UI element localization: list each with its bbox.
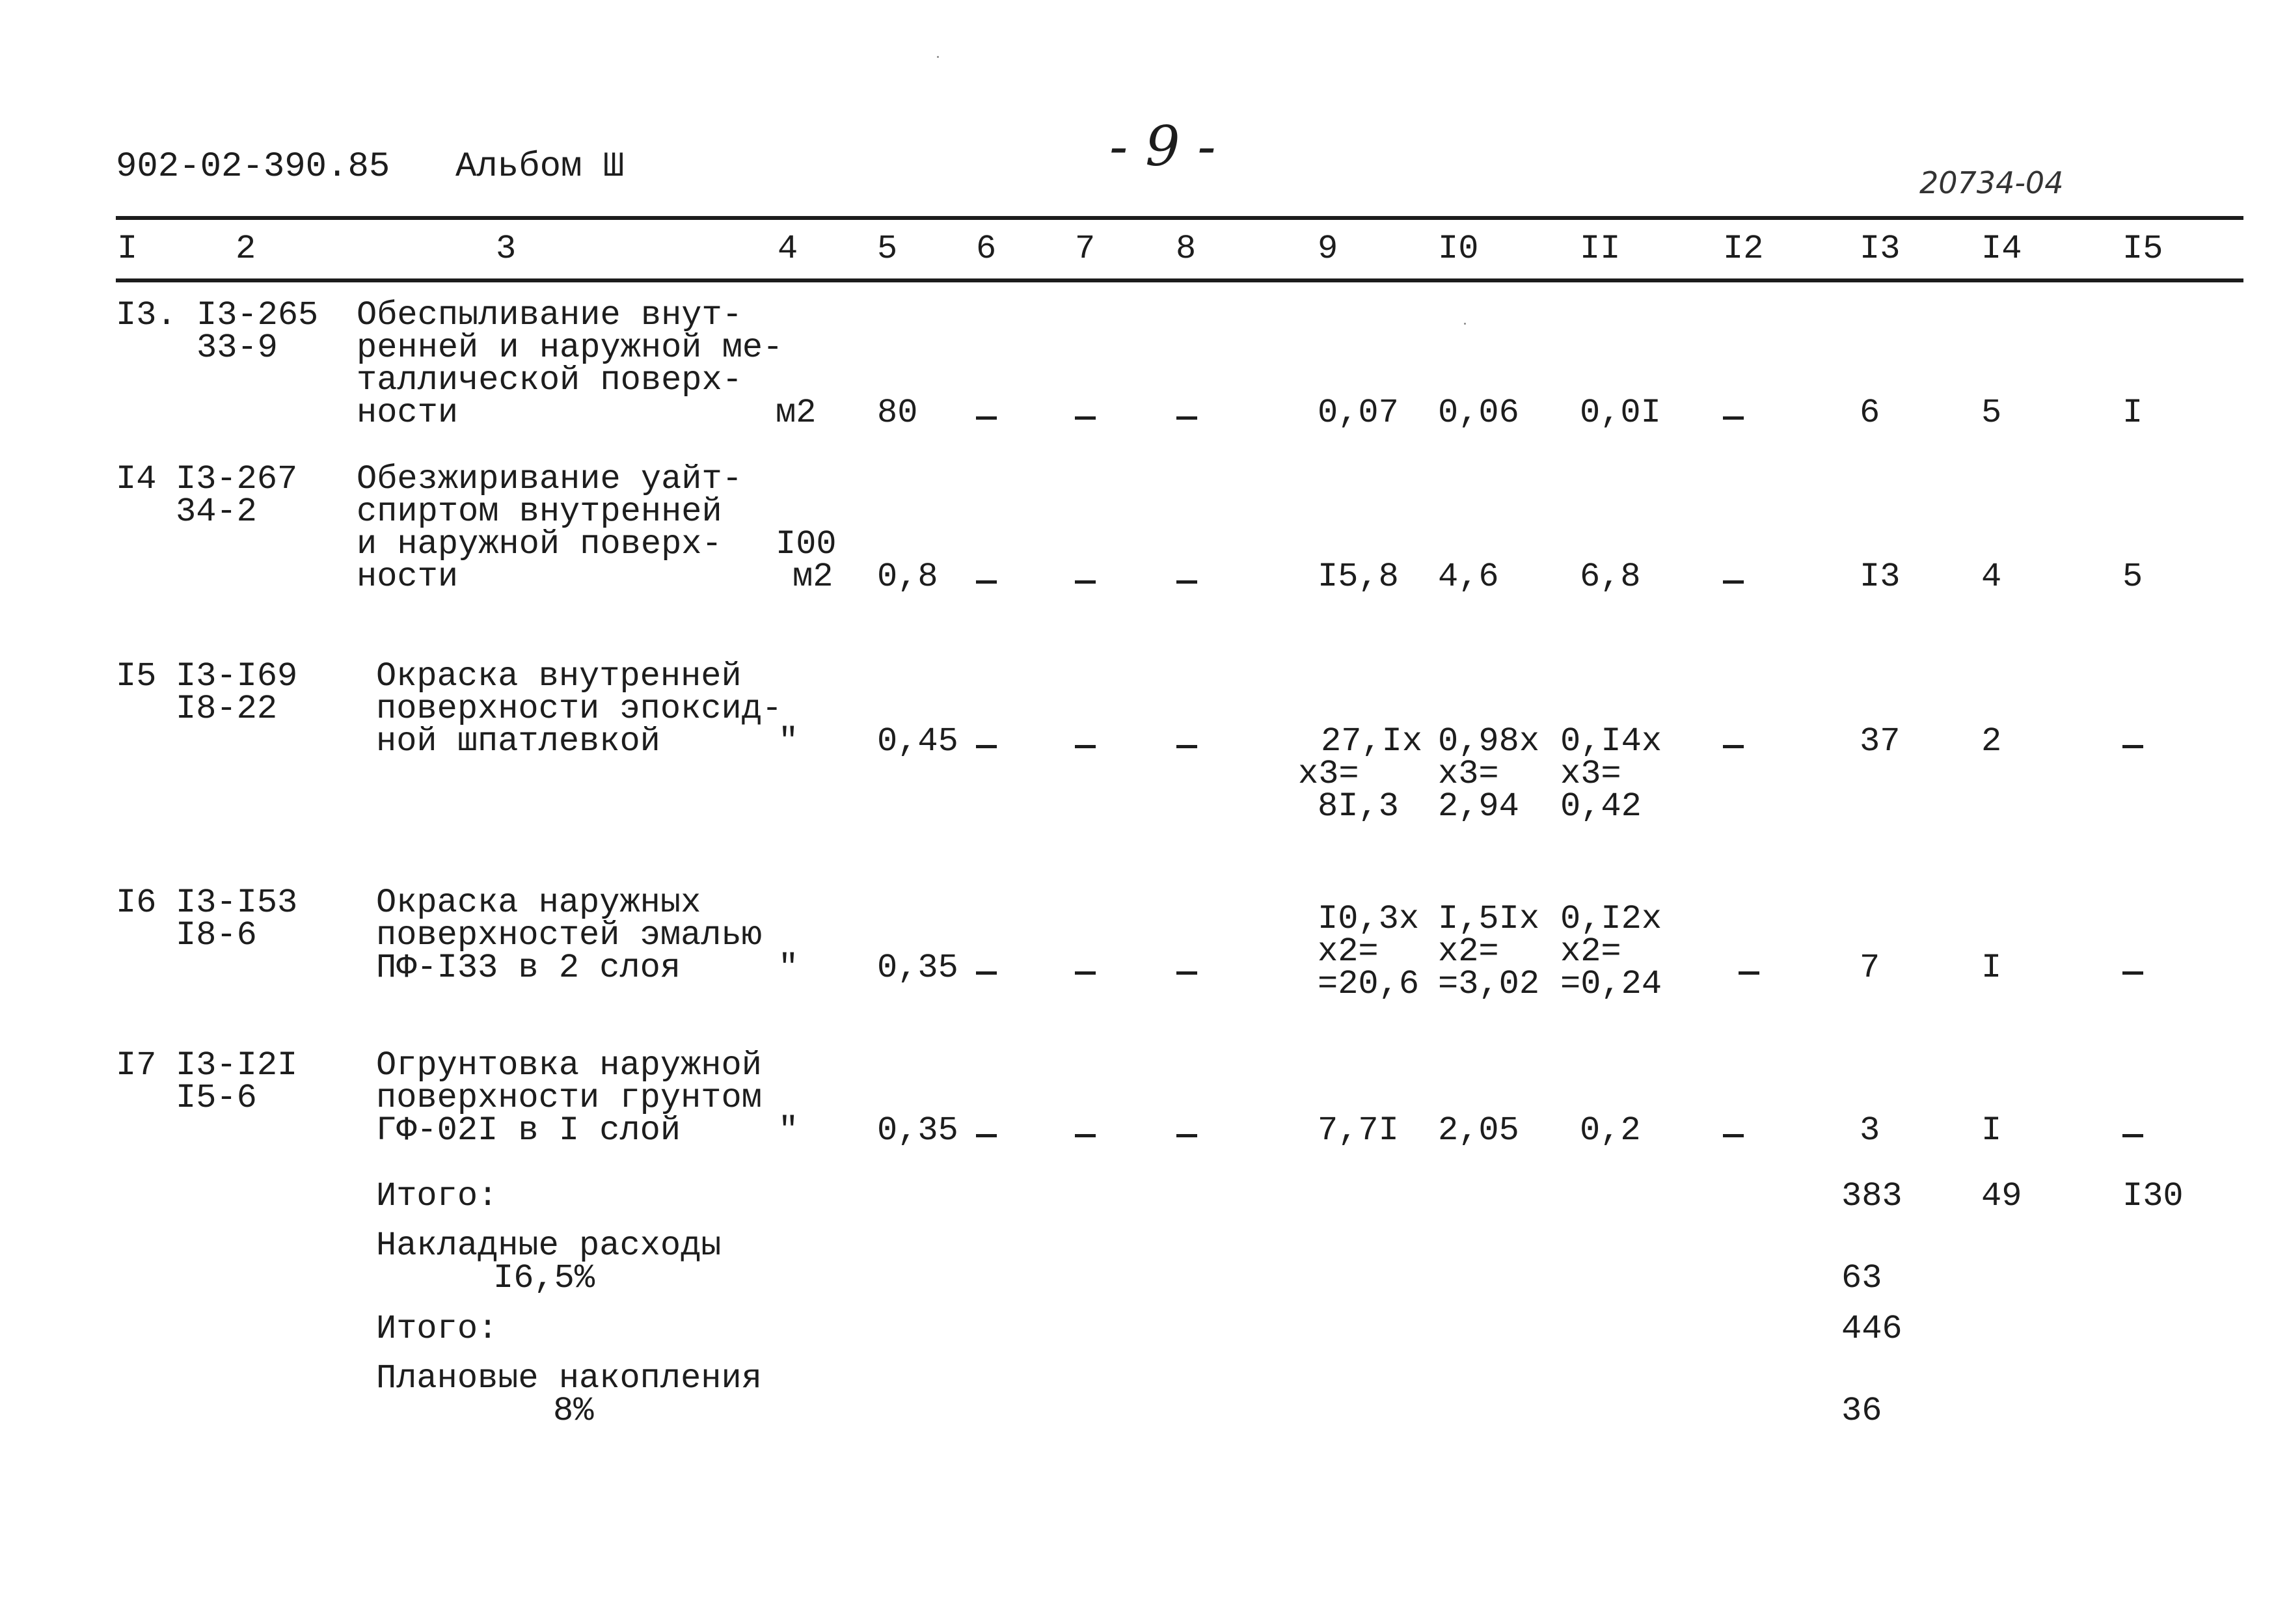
column-number: I	[117, 230, 138, 268]
document-code: 902-02-390.85	[116, 147, 390, 187]
norm-code: I3-I53	[176, 884, 298, 922]
work-description: ГФ-02I в I слой	[376, 1111, 681, 1150]
norm-code: 33-9	[196, 329, 278, 367]
column-number: 3	[496, 230, 517, 268]
work-description: таллической поверх-	[357, 361, 742, 399]
page-number: - 9 -	[1109, 115, 1216, 178]
empty-cell-dash	[1176, 580, 1197, 584]
empty-cell-dash	[1723, 416, 1744, 420]
row-number: I6	[116, 884, 157, 922]
total-value: 3	[1860, 1111, 1880, 1150]
empty-cell-dash	[1075, 1134, 1096, 1137]
column-number: 2	[236, 230, 256, 268]
row-number: I5	[116, 657, 157, 696]
cost-value: 2,05	[1438, 1111, 1519, 1150]
work-description: Окраска наружных	[376, 884, 701, 922]
cost-value: х3=	[1298, 755, 1359, 793]
summary-label: Итого:	[376, 1310, 498, 1348]
column-number: II	[1580, 230, 1621, 268]
column-number: I3	[1860, 230, 1901, 268]
work-description: поверхности эпоксид-	[376, 690, 783, 728]
cost-value: 7,7I	[1318, 1111, 1399, 1150]
cost-value: 8I,3	[1318, 787, 1399, 826]
norm-code: I3-265	[196, 296, 319, 334]
empty-cell-dash	[1075, 580, 1096, 584]
summary-value: 36	[1841, 1392, 1882, 1430]
total-value: 5	[2122, 558, 2143, 596]
cost-value: х2=	[1438, 932, 1499, 971]
cost-value: 0,I4х	[1560, 722, 1662, 761]
work-description: ности	[357, 394, 459, 432]
total-value: 2	[1981, 722, 2002, 761]
work-description: поверхностей эмалью	[376, 916, 762, 954]
row-number: I4	[116, 460, 157, 498]
total-value: 5	[1981, 394, 2002, 432]
cost-value: 0,I2х	[1560, 900, 1662, 938]
norm-code: I3-267	[176, 460, 298, 498]
cost-value: 4,6	[1438, 558, 1499, 596]
work-description: Обезжиривание уайт-	[357, 460, 742, 498]
cost-value: х3=	[1560, 755, 1621, 793]
column-number: I5	[2122, 230, 2163, 268]
total-value: 6	[1860, 394, 1880, 432]
norm-code: I8-22	[176, 690, 278, 728]
empty-cell-dash	[2122, 745, 2143, 748]
quantity: 0,8	[877, 558, 938, 596]
cost-value: 2,94	[1438, 787, 1519, 826]
cost-value: 0,0I	[1580, 394, 1661, 432]
summary-value: I30	[2122, 1177, 2184, 1215]
empty-cell-dash	[1176, 971, 1197, 975]
summary-label: 8%	[553, 1392, 594, 1430]
empty-cell-dash	[1075, 745, 1096, 748]
quantity: 80	[877, 394, 918, 432]
unit: м2	[792, 558, 833, 596]
cost-value: х2=	[1318, 932, 1379, 971]
work-description: ренней и наружной ме-	[357, 329, 783, 367]
quantity: 0,35	[877, 1111, 958, 1150]
total-value: 37	[1860, 722, 1901, 761]
column-number: 8	[1176, 230, 1197, 268]
scan-speck	[937, 56, 939, 58]
column-number: I4	[1981, 230, 2022, 268]
cost-value: 0,98х	[1438, 722, 1540, 761]
total-value: 7	[1860, 949, 1880, 987]
cost-value: 0,06	[1438, 394, 1519, 432]
empty-cell-dash	[976, 1134, 997, 1137]
total-value: I	[1981, 1111, 2002, 1150]
cost-value: х2=	[1560, 932, 1621, 971]
row-number: I7	[116, 1046, 157, 1085]
cost-value: =3,02	[1438, 965, 1540, 1003]
empty-cell-dash	[1176, 416, 1197, 420]
row-number: I3.	[116, 296, 177, 334]
total-value: I	[2122, 394, 2143, 432]
work-description: и наружной поверх-	[357, 525, 722, 563]
summary-value: 446	[1841, 1310, 1903, 1348]
cost-value: I5,8	[1318, 558, 1399, 596]
header-top-rule	[116, 216, 2243, 220]
summary-value: 49	[1981, 1177, 2022, 1215]
empty-cell-dash	[976, 745, 997, 748]
quantity: 0,45	[877, 722, 958, 761]
empty-cell-dash	[976, 416, 997, 420]
cost-value: х3=	[1438, 755, 1499, 793]
column-number: 4	[778, 230, 798, 268]
empty-cell-dash	[976, 580, 997, 584]
work-description: Окраска внутренней	[376, 657, 742, 696]
cost-value: 0,2	[1580, 1111, 1641, 1150]
unit: I00	[776, 525, 837, 563]
cost-value: 27,Iх	[1321, 722, 1423, 761]
inventory-stamp: 20734-04	[1919, 165, 2064, 200]
column-number: 9	[1318, 230, 1338, 268]
norm-code: I3-I69	[176, 657, 298, 696]
work-description: ной шпатлевкой	[376, 722, 660, 761]
header-bottom-rule	[116, 278, 2243, 282]
work-description: Обеспыливание внут-	[357, 296, 742, 334]
unit: м2	[776, 394, 817, 432]
empty-cell-dash	[1739, 971, 1759, 975]
norm-code: I5-6	[176, 1079, 257, 1117]
cost-value: =20,6	[1318, 965, 1420, 1003]
column-number: 5	[877, 230, 898, 268]
norm-code: 34-2	[176, 493, 257, 531]
work-description: Огрунтовка наружной	[376, 1046, 762, 1085]
cost-value: 6,8	[1580, 558, 1641, 596]
cost-value: =0,24	[1560, 965, 1662, 1003]
summary-label: Плановые накопления	[376, 1359, 762, 1398]
empty-cell-dash	[976, 971, 997, 975]
total-value: 4	[1981, 558, 2002, 596]
empty-cell-dash	[1723, 580, 1744, 584]
summary-label: Итого:	[376, 1177, 498, 1215]
work-description: поверхности грунтом	[376, 1079, 762, 1117]
empty-cell-dash	[2122, 1134, 2143, 1137]
scan-speck	[1464, 323, 1466, 325]
empty-cell-dash	[1723, 745, 1744, 748]
unit-ditto: "	[778, 722, 799, 761]
empty-cell-dash	[1075, 416, 1096, 420]
unit-ditto: "	[778, 1111, 799, 1150]
column-number: 6	[976, 230, 997, 268]
empty-cell-dash	[1176, 1134, 1197, 1137]
album-label: Альбом Ш	[455, 147, 625, 187]
work-description: ности	[357, 558, 459, 596]
total-value: I	[1981, 949, 2002, 987]
empty-cell-dash	[1176, 745, 1197, 748]
total-value: I3	[1860, 558, 1901, 596]
column-number: 7	[1075, 230, 1096, 268]
norm-code: I8-6	[176, 916, 257, 954]
empty-cell-dash	[1075, 971, 1096, 975]
empty-cell-dash	[1723, 1134, 1744, 1137]
summary-value: 63	[1841, 1259, 1882, 1297]
unit-ditto: "	[778, 949, 799, 987]
empty-cell-dash	[2122, 971, 2143, 975]
norm-code: I3-I2I	[176, 1046, 298, 1085]
work-description: ПФ-I33 в 2 слоя	[376, 949, 681, 987]
column-number: I0	[1438, 230, 1479, 268]
column-number: I2	[1723, 230, 1764, 268]
summary-label: Накладные расходы	[376, 1226, 722, 1265]
summary-value: 383	[1841, 1177, 1903, 1215]
cost-value: I0,3х	[1318, 900, 1420, 938]
summary-label: I6,5%	[493, 1259, 595, 1297]
cost-value: 0,42	[1560, 787, 1642, 826]
quantity: 0,35	[877, 949, 958, 987]
work-description: спиртом внутренней	[357, 493, 722, 531]
cost-value: I,5Iх	[1438, 900, 1540, 938]
cost-value: 0,07	[1318, 394, 1399, 432]
